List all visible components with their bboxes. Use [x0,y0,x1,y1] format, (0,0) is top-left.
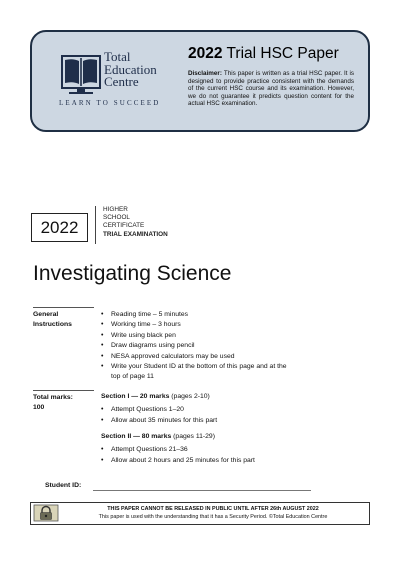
marks-rule [33,390,94,391]
total-marks-value: 100 [33,403,45,411]
instructions-rule [33,307,94,308]
paper-year: 2022 [188,45,223,62]
hsc-line-3: CERTIFICATE [103,222,145,230]
general-instructions-label [33,310,72,329]
logo-line-2: Education [104,61,157,77]
hsc-divider [95,206,96,244]
logo-line-1: Total [104,49,131,64]
disclaimer-label: Disclaimer: [188,70,222,77]
year-box: 2022 [31,213,88,242]
paper-title [188,45,339,63]
hsc-line-2: SCHOOL [103,214,130,222]
footer-security-notice: This paper is used with the understanding that it has a Security Period. ©Total Education Centre [98,514,328,520]
footer-release-notice: THIS PAPER CANNOT BE RELEASED IN PUBLIC UNTIL AFTER 26th AUGUST 2022 [107,506,319,512]
section-1-list: • Attempt Questions 1–20 • Allow about 35 minutes for this part [101,406,218,424]
hsc-line-4: TRIAL EXAMINATION [103,230,168,238]
general-label-line-1: General [33,311,59,318]
section-2-title: Section II — 80 marks (pages 11-29) [101,433,215,440]
total-marks-text: Total marks: [33,394,73,401]
logo-line-3: Centre [104,74,139,89]
hsc-title [103,206,168,239]
general-instructions-list: • Reading time – 5 minutes • Working time – 3 hours • Write using black pen • Draw diagrams using pencil • NESA approved calculators may be used • Write your Student ID at the bottom of this page and at the top of page 11 [101,311,287,381]
disclaimer [188,70,354,108]
section-1-title: Section I — 20 marks (pages 2-10) [101,393,210,400]
paper-title-text: Trial HSC Paper [226,45,339,62]
padlock-icon [33,504,59,522]
total-marks-label [33,393,73,412]
general-label-line-2: Instructions [33,320,72,328]
student-id-field[interactable] [93,490,311,491]
hsc-line-1: HIGHER [103,206,128,213]
disclaimer-text: This paper is written as a trial HSC paper. It is designed to provide practice consistent with the demands of the current HSC course and its examination. However, we do not guarantee it predicts question content for the actual HSC examination. [188,70,354,108]
logo-tagline: LEARN TO SUCCEED [59,99,161,107]
subject-title: Investigating Science [33,262,232,285]
section-2-list: • Attempt Questions 21–36 • Allow about 2 hours and 25 minutes for this part [101,446,255,464]
student-id-label: Student ID: [45,482,82,489]
logo-wordmark [104,51,157,89]
